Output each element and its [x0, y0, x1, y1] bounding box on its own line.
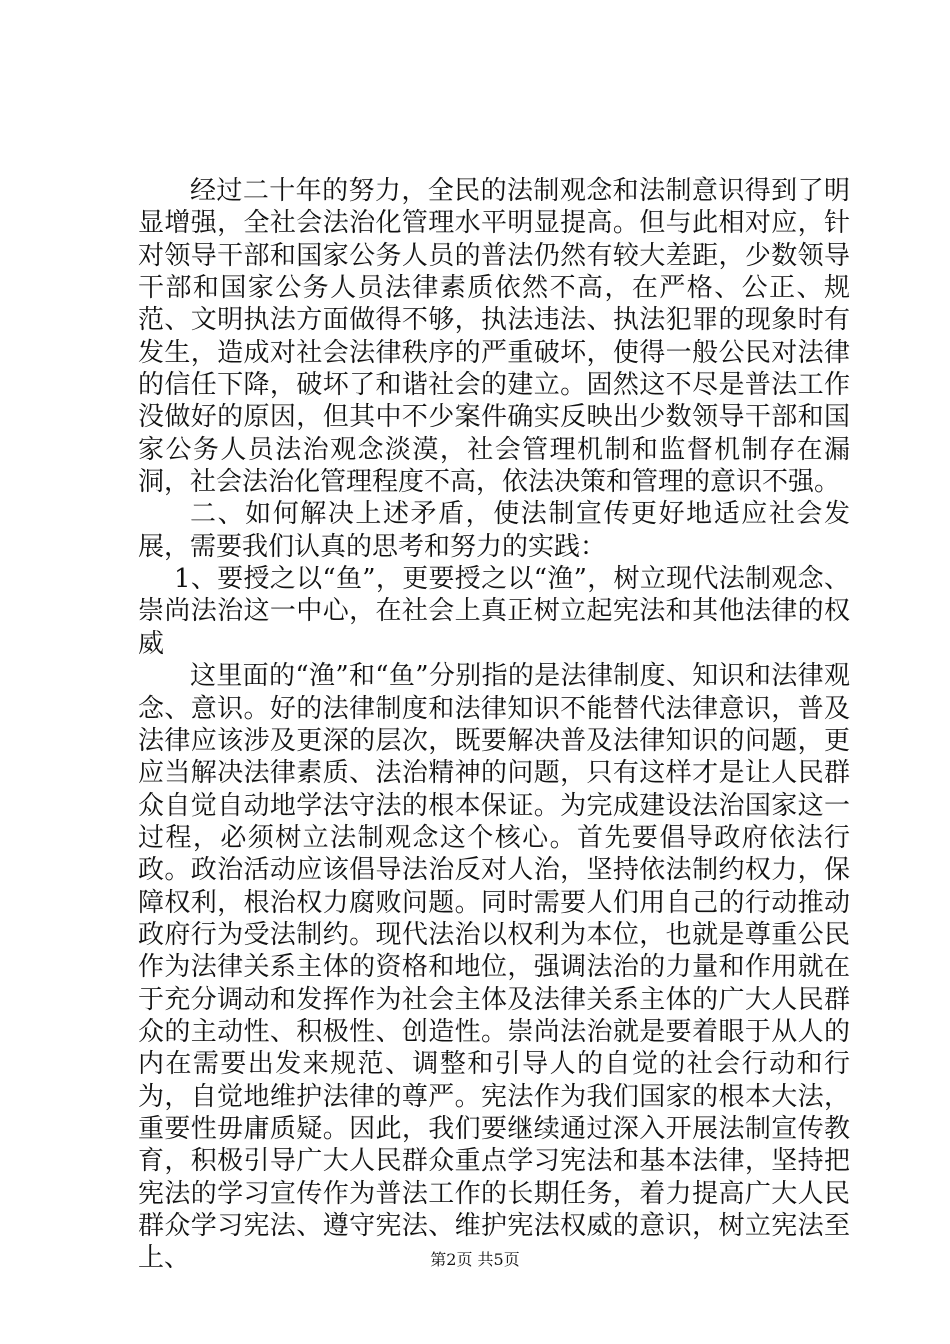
section-heading-two: 二、如何解决上述矛盾，使法制宣传更好地适应社会发展，需要我们认真的思考和努力的实践： [138, 499, 850, 562]
subsection-heading-one: 1、要授之以“鱼”，更要授之以“渔”，树立现代法制观念、崇尚法治这一中心，在社会上真正树立起宪法和其他法律的权威 [138, 564, 850, 659]
paragraph-body: 这里面的“渔”和“鱼”分别指的是法律制度、知识和法律观念、意识。好的法律制度和法律知识不能替代法律意识，普及法律应该涉及更深的层次，既要解决普及法律知识的问题，更应当解决法律素质、法治精神的问题，只有这样才是让人民群众自觉自动地学法守法的根本保证。为完成建设法治国家这一过程，必须树立法制观念这个核心。首先要倡导政府依法行政。政治活动应该倡导法治反对人治，坚持依法制约权力，保障权利，根治权力腐败问题。同时需要人们用自己的行动推动政府行为受法制约。现代法治以权利为本位，也就是尊重公民作为法律关系主体的资格和地位，强调法治的力量和作用就在于充分调动和发挥作为社会主体及法律关系主体的广大人民群众的主动性、积极性、创造性。崇尚法治就是要着眼于从人的内在需要出发来规范、调整和引导人的自觉的社会行动和行为，自觉地维护法律的尊严。宪法作为我们国家的根本大法，重要性毋庸质疑。因此，我们要继续通过深入开展法制宣传教育，积极引导广大人民群众重点学习宪法和基本法律，坚持把宪法的学习宣传作为普法工作的长期任务，着力提高广大人民群众学习宪法、遵守宪法、维护宪法权威的意识，树立宪法至上、 [138, 661, 850, 1274]
document-body [138, 175, 850, 1275]
paragraph-intro: 经过二十年的努力，全民的法制观念和法制意识得到了明显增强，全社会法治化管理水平明显提高。但与此相对应，针对领导干部和国家公务人员的普法仍然有较大差距，少数领导干部和国家公务人员法律素质依然不高，在严格、公正、规范、文明执法方面做得不够，执法违法、执法犯罪的现象时有发生，造成对社会法律秩序的严重破坏，使得一般公民对法律的信任下降，破坏了和谐社会的建立。固然这不尽是普法工作没做好的原因，但其中不少案件确实反映出少数领导干部和国家公务人员法治观念淡漠，社会管理机制和监督机制存在漏洞，社会法治化管理程度不高，依法决策和管理的意识不强。 [138, 176, 850, 498]
page-footer: 第2页 共5页 [430, 1250, 520, 1269]
